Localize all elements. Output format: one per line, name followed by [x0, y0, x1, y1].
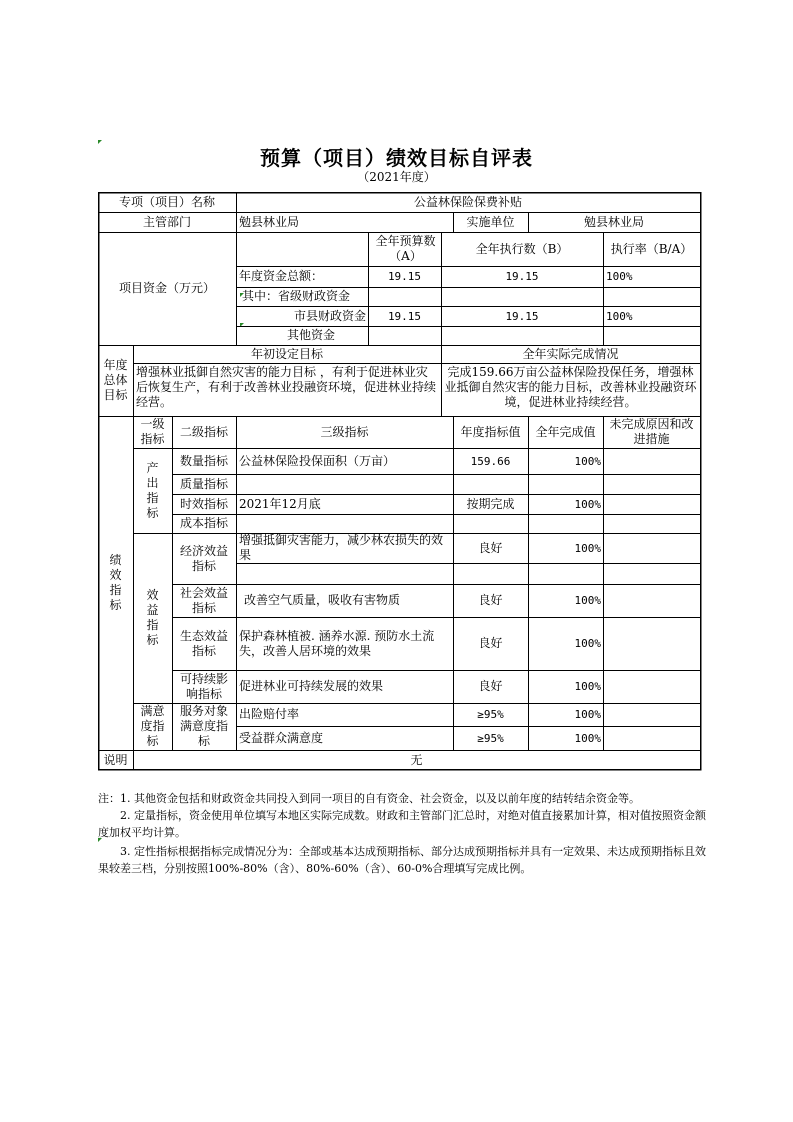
- goals-actual-text: 完成159.66万亩公益林保险投保任务，增强林业抵御自然灾害的能力目标，改善林业投融资环境，促进林业持续经营。: [444, 365, 697, 409]
- header-actual: 全年完成值: [535, 424, 596, 439]
- funds-row-total-label: 年度资金总额：: [239, 269, 324, 283]
- funds-row-other-budget: [368, 326, 441, 345]
- header-target: 年度指标值: [460, 424, 521, 439]
- output-l2: 数量指标: [179, 453, 228, 468]
- funds-col-budget: 全年预算数（A）: [375, 234, 436, 263]
- output-l3: 公益林保险投保面积（万亩）: [239, 453, 396, 468]
- output-l2: 时效指标: [179, 496, 228, 511]
- benefit-actual: 100%: [574, 541, 601, 555]
- goals-initial-header: 年初设定目标: [250, 346, 323, 361]
- note-2: 2. 定量指标，资金使用单位填写本地区实际完成数。财政和主管部门汇总时，对绝对值直接累加计算，相对值按照资金额度加权平均计算。: [98, 809, 706, 839]
- funds-row-provincial-rate: [603, 287, 700, 306]
- funds-col-rate: 执行率（B/A）: [610, 241, 693, 256]
- remark-value: 无: [410, 752, 423, 767]
- impl-unit-label: 实施单位: [466, 214, 515, 229]
- funds-row-county-rate: 100%: [606, 309, 633, 323]
- output-target: [453, 514, 528, 533]
- header-l3: 三级指标: [320, 424, 369, 439]
- benefit-actual: 100%: [574, 637, 601, 650]
- funds-row-county-label: 市县财政资金: [293, 308, 366, 323]
- benefit-target: 良好: [478, 636, 503, 650]
- benefit-target: 良好: [478, 679, 503, 693]
- benefit-l3: 保护森林植被. 涵养水源. 预防水土流失，改善人居环境的效果: [239, 628, 435, 658]
- header-l2: 二级指标: [179, 424, 228, 439]
- funds-row-provincial-label: 其中：省级财政资金: [242, 289, 351, 303]
- funds-row-other-rate: [603, 326, 700, 345]
- project-name-value: 公益林保险保费补贴: [413, 194, 522, 209]
- funds-row-county-exec: 19.15: [505, 309, 539, 323]
- output-l2: 质量指标: [179, 476, 228, 491]
- output-l3: [236, 474, 453, 494]
- output-target: 159.66: [470, 454, 511, 468]
- satisfaction-target: ≥95%: [477, 708, 504, 721]
- benefit-l2: 经济效益指标: [179, 543, 228, 573]
- indicators-label: 绩效指标: [109, 553, 122, 612]
- project-name-label: 专项（项目）名称: [118, 194, 215, 209]
- output-l3: 2021年12月底: [239, 496, 321, 511]
- category-satisfaction: 满意度指标: [140, 704, 165, 748]
- funds-row-total-exec: 19.15: [505, 270, 539, 283]
- goals-initial-text: 增强林业抵御自然灾害的能力目标 ，有利于促进林业灾后恢复生产，有利于改善林业投融资环境，促进林业持续经营。: [136, 365, 437, 409]
- funds-row-county-budget: 19.15: [387, 309, 422, 323]
- funds-row-provincial-exec: [441, 287, 603, 306]
- funds-label: 项目资金（万元）: [118, 281, 215, 295]
- funds-col-exec: 全年执行数（B）: [475, 241, 569, 256]
- benefit-l3: 促进林业可持续发展的效果: [239, 679, 384, 693]
- document-title: 预算（项目）绩效目标自评表: [260, 146, 533, 170]
- dept-label: 主管部门: [142, 214, 191, 229]
- note-1: 注：1. 其他资金包括和财政资金共同投入到同一项目的自有资金、社会资金，以及以前年度的结转结余资金等。: [98, 792, 640, 805]
- dept-value: 勉县林业局: [239, 214, 300, 229]
- benefit-target: 良好: [478, 540, 503, 555]
- satisfaction-l3: 出险赔付率: [239, 707, 300, 721]
- satisfaction-actual: 100%: [574, 731, 601, 745]
- benefit-l3: 增强抵御灾害能力，减少林农损失的效果: [239, 533, 444, 562]
- note-3: 3. 定性指标根据指标完成情况分为：全部或基本达成预期指标、部分达成预期指标并具有一定效果、未达成预期指标且效果较差三档，分别按照100%-80%（含）、80%-60%（含）、60-0%合理填写完成比例。: [98, 845, 706, 875]
- remark-label: 说明: [103, 752, 128, 767]
- document-subtitle: （2021年度）: [357, 170, 436, 184]
- output-target: 按期完成: [466, 496, 515, 511]
- category-benefit: 效益指标: [146, 588, 159, 647]
- output-l2: 成本指标: [179, 516, 228, 530]
- satisfaction-actual: 100%: [574, 708, 601, 721]
- funds-row-other-exec: [441, 326, 603, 345]
- impl-unit-value: 勉县林业局: [583, 214, 644, 229]
- funds-row-other-label: 其他资金: [286, 328, 335, 342]
- benefit-actual: 100%: [574, 594, 601, 607]
- satisfaction-l3: 受益群众满意度: [239, 730, 324, 745]
- satisfaction-target: ≥95%: [477, 731, 504, 745]
- header-reason: 未完成原因和改进措施: [609, 417, 694, 446]
- goals-label: 年度总体目标: [103, 358, 128, 402]
- output-actual: [528, 474, 603, 494]
- output-actual: [528, 514, 603, 533]
- output-actual: 100%: [574, 497, 601, 511]
- funds-row-total-budget: 19.15: [387, 270, 422, 283]
- funds-row-total-rate: 100%: [606, 270, 633, 283]
- benefit-l2: 可持续影响指标: [179, 671, 228, 701]
- benefit-l2: 生态效益指标: [179, 628, 228, 658]
- satisfaction-l2: 服务对象满意度指标: [179, 704, 228, 748]
- category-output: 产出指标: [146, 460, 159, 520]
- benefit-actual: 100%: [574, 680, 601, 693]
- funds-row-provincial-budget: [368, 287, 441, 306]
- benefit-l2: 社会效益指标: [179, 585, 228, 615]
- goals-actual-header: 全年实际完成情况: [522, 346, 619, 361]
- output-l3: [236, 514, 453, 533]
- benefit-l3: 改善空气质量，吸收有害物质: [244, 593, 401, 607]
- header-l1: 一级指标: [140, 417, 165, 446]
- output-target: [453, 474, 528, 494]
- benefit-target: 良好: [478, 593, 503, 607]
- output-actual: 100%: [574, 454, 601, 468]
